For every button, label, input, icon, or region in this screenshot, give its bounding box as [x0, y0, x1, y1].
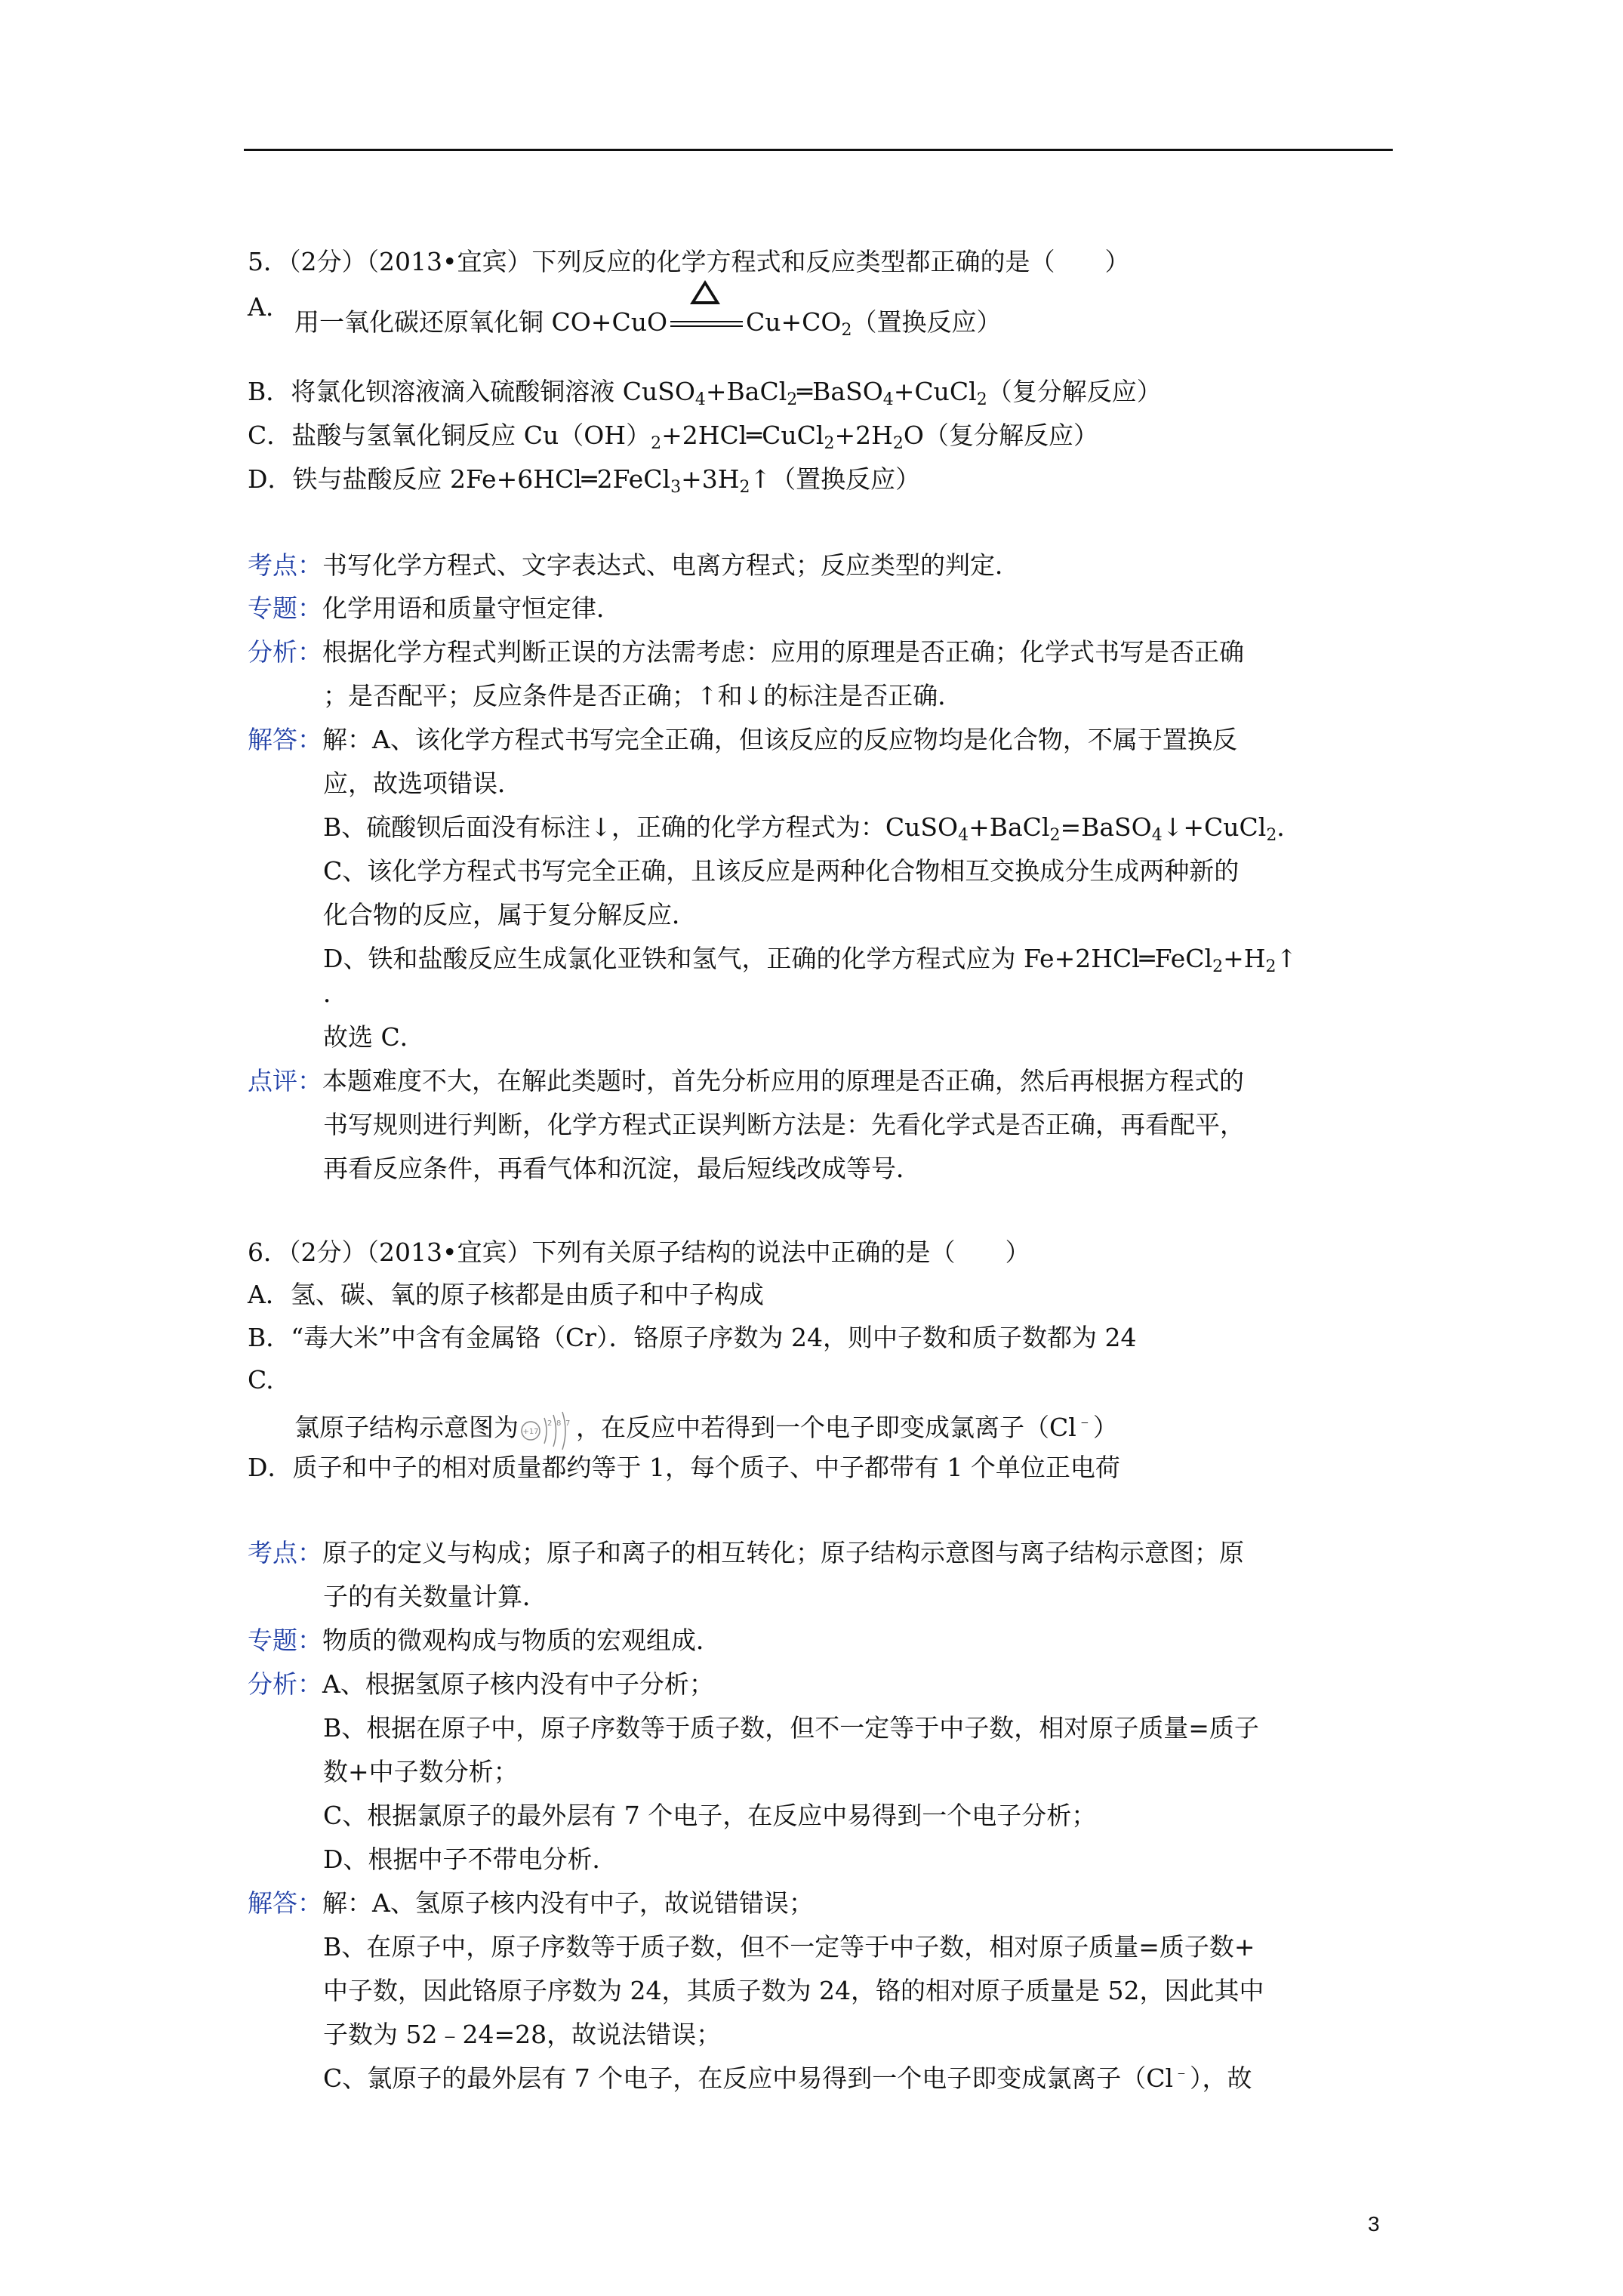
page-number: 3	[1368, 2212, 1380, 2236]
q5-dianping-line3: 再看反应条件，再看气体和沉淀，最后短线改成等号．	[323, 1154, 921, 1183]
q5-option-d: D．铁与盐酸反应 $2Fe+6HCl═2FeCl_3+3H_2↑$（置换反应）	[248, 464, 921, 497]
q6-fenxi: 分析：A、根据氢原子核内没有中子分析；	[248, 1669, 714, 1699]
q6-fenxi-line5: D、根据中子不带电分析．	[323, 1845, 617, 1874]
chlorine-atom-structure-diagram	[519, 1409, 576, 1453]
q5-jieda-line3: B、硫酸钡后面没有标注↓，正确的化学方程式为：CuSO$_4$+BaCl$_2$=BaSO$_4$↓+CuCl$_2$．	[323, 812, 1302, 845]
q6-jieda-line5: C、氯原子的最外层有 7 个电子，在反应中易得到一个电子即变成氯离子（Cl﹣），故	[323, 2063, 1252, 2093]
q6-option-c: 氯原子结构示意图为 +17 2 8 7 ，在反应中若得到一个电子即变成氯离子（Cl﹣）	[294, 1409, 1118, 1453]
q5-stem: 5．（2分）（2013•宜宾）下列反应的化学方程式和反应类型都正确的是（ ）	[248, 247, 1130, 276]
q5-option-c: C．盐酸与氢氧化铜反应 $Cu(OH)_2+2HCl═CuCl_2+2H_2O$（复分解反应）	[248, 421, 1098, 453]
q6-jieda: 解答：解：A、氢原子核内没有中子，故说错错误；	[248, 1888, 814, 1918]
q6-fenxi-line2: B、根据在原子中，原子序数等于质子数，但不一定等于中子数，相对原子质量=质子	[323, 1713, 1259, 1743]
q5-dianping: 点评：本题难度不大，在解此类题时，首先分析应用的原理是否正确，然后再根据方程式的	[248, 1066, 1244, 1096]
q5-dianping-line2: 书写规则进行判断，化学方程式正误判断方法是：先看化学式是否正确，再看配平，	[323, 1110, 1245, 1139]
q6-jieda-line2: B、在原子中，原子序数等于质子数，但不一定等于中子数，相对原子质量=质子数+	[323, 1932, 1255, 1962]
q5-zhuanti: 专题：化学用语和质量守恒定律．	[248, 593, 621, 623]
q5-jieda-line4: C、该化学方程式书写完全正确，且该反应是两种化合物相互交换成分生成两种新的	[323, 856, 1240, 886]
q6-jieda-line4: 子数为 52﹣24=28，故说法错误；	[323, 2020, 722, 2049]
q6-option-d: D．质子和中子的相对质量都约等于 1，每个质子、中子都带有 1 个单位正电荷	[248, 1453, 1120, 1482]
svg-text:8: 8	[556, 1419, 562, 1428]
q5-jieda-line8: 故选 C．	[323, 1022, 425, 1052]
q5-option-b: B．将氯化钡溶液滴入硫酸铜溶液 CuSO$_4$+BaCl$_2$═BaSO$_4$+CuCl$_2$（复分解反应）	[248, 377, 1162, 409]
q5-fenxi-line2: ；是否配平；反应条件是否正确；↑和↓的标注是否正确．	[323, 681, 963, 710]
q6-jieda-line3: 中子数，因此铬原子序数为 24，其质子数为 24，铬的相对原子质量是 52，因此其中	[323, 1976, 1264, 2005]
q5-jieda-line7: ．	[323, 978, 348, 1008]
header-rule	[244, 149, 1393, 151]
q5-option-a: 用一氧化碳还原氧化铜 CO+CuO $Cu+CO_2$（置换反应）	[294, 306, 1001, 339]
q6-kaodian: 考点：原子的定义与构成；原子和离子的相互转化；原子结构示意图与离子结构示意图；原	[248, 1538, 1244, 1567]
q5-jieda: 解答：解：A、该化学方程式书写完全正确，但该反应的反应物均是化合物，不属于置换反	[248, 725, 1237, 754]
q5-jieda-line5: 化合物的反应，属于复分解反应．	[323, 900, 697, 929]
svg-text:2: 2	[547, 1419, 553, 1428]
q6-zhuanti: 专题：物质的微观构成与物质的宏观组成．	[248, 1626, 721, 1655]
q6-fenxi-line3: 数+中子数分析；	[323, 1757, 519, 1786]
delta-icon	[690, 280, 720, 304]
svg-text:7: 7	[565, 1419, 571, 1428]
q6-option-a: A．氢、碳、氧的原子核都是由质子和中子构成	[248, 1280, 764, 1309]
q5-fenxi: 分析：根据化学方程式判断正误的方法需考虑：应用的原理是否正确；化学式书写是否正确	[248, 637, 1244, 667]
q6-option-b: B．“毒大米”中含有金属铬（Cr）．铬原子序数为 24，则中子数和质子数都为 24	[248, 1323, 1137, 1352]
q5-kaodian: 考点：书写化学方程式、文字表达式、电离方程式；反应类型的判定．	[248, 550, 1020, 580]
q6-fenxi-line4: C、根据氯原子的最外层有 7 个电子，在反应中易得到一个电子分析；	[323, 1801, 1097, 1830]
heat-condition-symbol	[667, 306, 746, 339]
q6-kaodian-line2: 子的有关数量计算．	[323, 1582, 547, 1611]
q6-option-c-label: C.	[248, 1365, 274, 1395]
q6-stem: 6．（2分）（2013•宜宾）下列有关原子结构的说法中正确的是（ ）	[248, 1237, 1030, 1267]
q5-jieda-line6: D、铁和盐酸反应生成氯化亚铁和氢气，正确的化学方程式应为 $Fe+2HCl═FeCl_2+H_2↑$	[323, 944, 1298, 976]
q5-option-a-label: A.	[248, 292, 274, 322]
q5-jieda-line2: 应，故选项错误．	[323, 769, 522, 798]
svg-text:+17: +17	[522, 1428, 539, 1436]
